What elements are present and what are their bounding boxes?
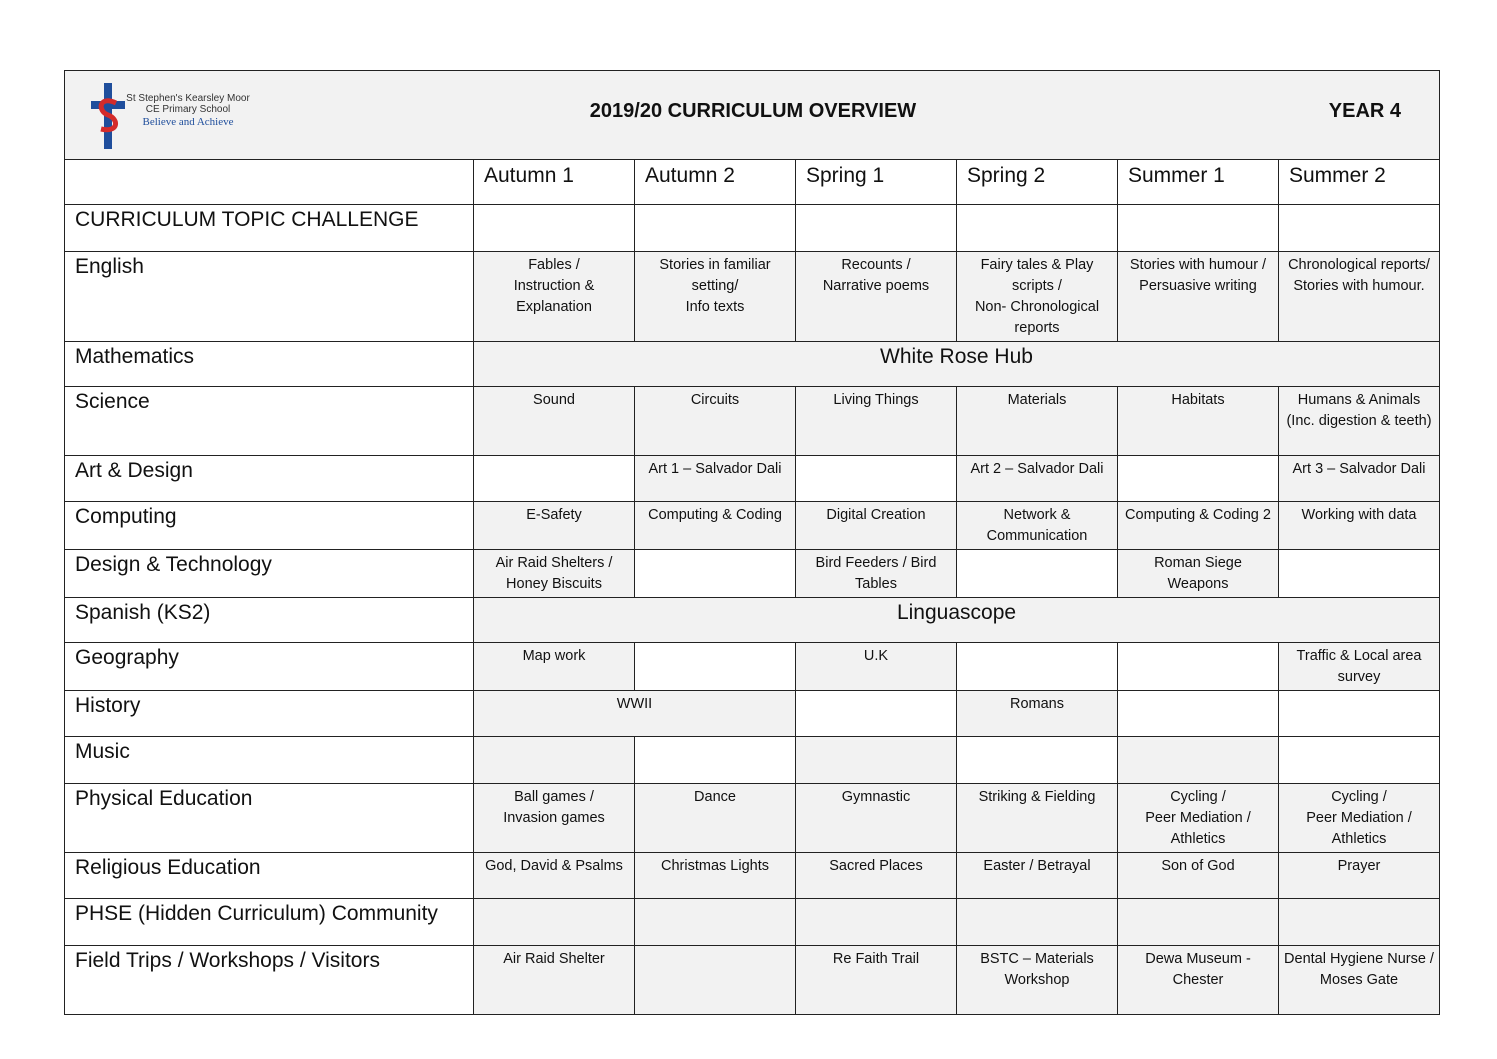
term-header: Spring 2: [957, 160, 1118, 205]
table-cell: Traffic & Local area survey: [1279, 643, 1440, 691]
table-cell: Cycling / Peer Mediation / Athletics: [1118, 784, 1279, 853]
table-cell: Son of God: [1118, 853, 1279, 899]
table-row: [65, 550, 1440, 598]
table-cell: [1279, 737, 1440, 784]
curriculum-overview-sheet: [64, 70, 1440, 1015]
table-cell: [1279, 691, 1440, 737]
table-cell: [474, 899, 635, 946]
subject-label: Computing: [65, 502, 474, 550]
table-cell: Recounts / Narrative poems: [796, 252, 957, 342]
table-cell: [796, 205, 957, 252]
school-name-line2: CE Primary School: [145, 104, 231, 115]
table-cell: [796, 691, 957, 737]
table-cell: [1279, 899, 1440, 946]
table-row: [65, 456, 1440, 502]
table-cell: Circuits: [635, 387, 796, 456]
table-row: [65, 598, 1440, 643]
table-row: [65, 899, 1440, 946]
table-cell: Art 2 – Salvador Dali: [957, 456, 1118, 502]
table-cell: Fables / Instruction & Explanation: [474, 252, 635, 342]
table-cell: [796, 737, 957, 784]
term-header-row: [65, 160, 1440, 205]
header-cell: [65, 71, 1440, 160]
table-cell: [1118, 205, 1279, 252]
table-cell: Chronological reports/ Stories with humour.: [1279, 252, 1440, 342]
table-cell: Sacred Places: [796, 853, 957, 899]
subject-label: Spanish (KS2): [65, 598, 474, 643]
table-cell: Christmas Lights: [635, 853, 796, 899]
corner-cell: [65, 160, 474, 205]
subject-label: Religious Education: [65, 853, 474, 899]
table-cell: Cycling / Peer Mediation / Athletics: [1279, 784, 1440, 853]
table-cell: [474, 737, 635, 784]
subject-label: Field Trips / Workshops / Visitors: [65, 946, 474, 1015]
table-cell: BSTC – Materials Workshop: [957, 946, 1118, 1015]
table-cell: [1279, 550, 1440, 598]
subject-label: Art & Design: [65, 456, 474, 502]
table-cell: [1118, 456, 1279, 502]
table-cell: [474, 205, 635, 252]
table-row: [65, 691, 1440, 737]
curriculum-table: [64, 70, 1440, 1015]
table-cell: Romans: [957, 691, 1118, 737]
table-cell: [957, 550, 1118, 598]
table-cell: E-Safety: [474, 502, 635, 550]
table-cell: Fairy tales & Play scripts / Non- Chronological reports: [957, 252, 1118, 342]
subject-label: Music: [65, 737, 474, 784]
table-row: [65, 946, 1440, 1015]
table-cell: WWII: [474, 691, 796, 737]
table-cell: Art 1 – Salvador Dali: [635, 456, 796, 502]
table-cell: Sound: [474, 387, 635, 456]
subject-label: Mathematics: [65, 342, 474, 387]
table-cell: Working with data: [1279, 502, 1440, 550]
table-row: [65, 737, 1440, 784]
table-cell: Prayer: [1279, 853, 1440, 899]
table-cell: [635, 205, 796, 252]
table-cell: [796, 456, 957, 502]
term-header: Spring 1: [796, 160, 957, 205]
table-cell: [635, 550, 796, 598]
table-cell: [1279, 205, 1440, 252]
subject-label: Physical Education: [65, 784, 474, 853]
table-row: [65, 387, 1440, 456]
table-cell: Art 3 – Salvador Dali: [1279, 456, 1440, 502]
table-cell: Map work: [474, 643, 635, 691]
table-cell: [474, 456, 635, 502]
table-cell: White Rose Hub: [474, 342, 1440, 387]
year-label: YEAR 4: [1328, 100, 1402, 122]
table-cell: Gymnastic: [796, 784, 957, 853]
table-row: [65, 342, 1440, 387]
table-cell: [1118, 737, 1279, 784]
table-cell: God, David & Psalms: [474, 853, 635, 899]
page-title: 2019/20 CURRICULUM OVERVIEW: [589, 100, 917, 122]
term-header: Summer 1: [1118, 160, 1279, 205]
table-cell: Living Things: [796, 387, 957, 456]
table-cell: Stories in familiar setting/ Info texts: [635, 252, 796, 342]
table-cell: [1118, 899, 1279, 946]
term-header: Autumn 2: [635, 160, 796, 205]
table-cell: U.K: [796, 643, 957, 691]
table-cell: Bird Feeders / Bird Tables: [796, 550, 957, 598]
term-header: Summer 2: [1279, 160, 1440, 205]
subject-label: CURRICULUM TOPIC CHALLENGE: [65, 205, 474, 252]
table-cell: Air Raid Shelter: [474, 946, 635, 1015]
table-cell: Network & Communication: [957, 502, 1118, 550]
table-cell: Easter / Betrayal: [957, 853, 1118, 899]
subject-label: Design & Technology: [65, 550, 474, 598]
table-cell: [1118, 643, 1279, 691]
table-cell: Roman Siege Weapons: [1118, 550, 1279, 598]
table-row: [65, 784, 1440, 853]
table-cell: Humans & Animals (Inc. digestion & teeth): [1279, 387, 1440, 456]
table-cell: [635, 899, 796, 946]
table-cell: [957, 737, 1118, 784]
subject-label: History: [65, 691, 474, 737]
table-cell: Air Raid Shelters / Honey Biscuits: [474, 550, 635, 598]
table-cell: Ball games / Invasion games: [474, 784, 635, 853]
table-row: [65, 643, 1440, 691]
table-cell: Digital Creation: [796, 502, 957, 550]
subject-label: Science: [65, 387, 474, 456]
table-row: [65, 853, 1440, 899]
table-cell: Dewa Museum - Chester: [1118, 946, 1279, 1015]
table-cell: Re Faith Trail: [796, 946, 957, 1015]
school-motto: Believe and Achieve: [142, 116, 234, 128]
table-cell: Dental Hygiene Nurse / Moses Gate: [1279, 946, 1440, 1015]
table-cell: [635, 946, 796, 1015]
table-cell: Linguascope: [474, 598, 1440, 643]
table-cell: Striking & Fielding: [957, 784, 1118, 853]
table-cell: [957, 643, 1118, 691]
table-cell: [957, 899, 1118, 946]
table-cell: [796, 899, 957, 946]
table-cell: Computing & Coding: [635, 502, 796, 550]
table-row: [65, 502, 1440, 550]
term-header: Autumn 1: [474, 160, 635, 205]
table-cell: Habitats: [1118, 387, 1279, 456]
school-name-line1: St Stephen's Kearsley Moor: [126, 93, 250, 104]
table-cell: [957, 205, 1118, 252]
table-cell: Computing & Coding 2: [1118, 502, 1279, 550]
subject-label: PHSE (Hidden Curriculum) Community: [65, 899, 474, 946]
table-row: [65, 252, 1440, 342]
table-cell: Materials: [957, 387, 1118, 456]
table-cell: Stories with humour / Persuasive writing: [1118, 252, 1279, 342]
table-cell: [635, 643, 796, 691]
table-row: [65, 205, 1440, 252]
header-row: [65, 71, 1440, 160]
subject-label: Geography: [65, 643, 474, 691]
table-cell: [635, 737, 796, 784]
subject-label: English: [65, 252, 474, 342]
table-cell: [1118, 691, 1279, 737]
table-cell: Dance: [635, 784, 796, 853]
